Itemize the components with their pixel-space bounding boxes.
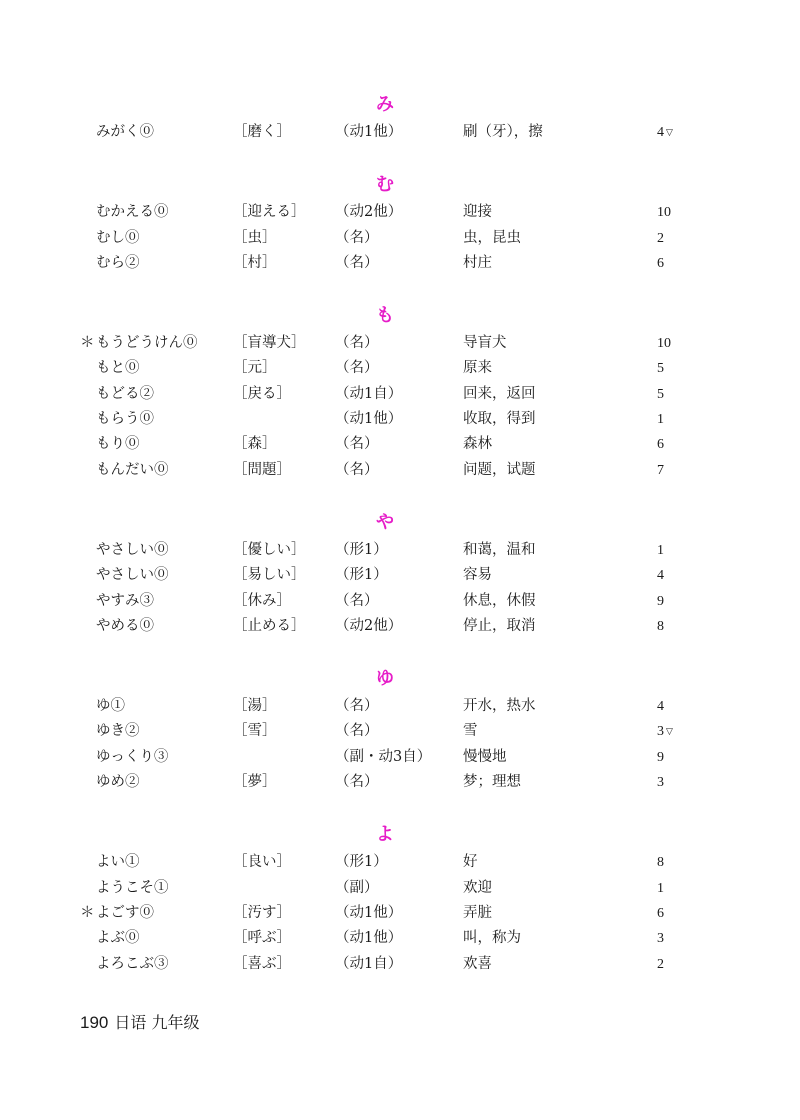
- entry-kanji: [233, 432, 277, 457]
- entry-meaning-text: 虫，昆虫: [463, 229, 521, 246]
- entry-lesson: [657, 694, 664, 719]
- entry-lesson-text: 10: [657, 205, 671, 221]
- entry-kanji: [233, 719, 277, 744]
- entry-meaning-text: 原来: [463, 360, 492, 377]
- entry-kanji: [233, 770, 277, 795]
- vocab-entry: [0, 719, 800, 744]
- entry-meaning-text: 森林: [463, 436, 492, 453]
- entry-kanji: [233, 226, 277, 251]
- entry-part-of-speech-text: （动1他）: [335, 124, 403, 140]
- entry-part-of-speech: [335, 563, 388, 588]
- entry-meaning: [463, 589, 536, 614]
- entry-kanji: [233, 589, 291, 614]
- vocab-entry: [0, 538, 800, 563]
- entry-part-of-speech: [335, 538, 388, 563]
- entry-part-of-speech-text: （形1）: [335, 854, 388, 871]
- entry-meaning-text: 收取，得到: [463, 411, 536, 428]
- entry-kanji-text: ［喜ぶ］: [233, 955, 291, 972]
- entry-reading-text: よぶ⓪: [96, 930, 140, 947]
- entry-kanji-text: ［湯］: [233, 698, 277, 715]
- vocab-entry: [0, 952, 800, 977]
- entry-lesson: [657, 458, 664, 483]
- entry-meaning-text: 叫，称为: [463, 930, 521, 947]
- entry-lesson: [657, 356, 664, 381]
- entry-reading: [96, 850, 140, 875]
- entry-lesson: [657, 901, 664, 926]
- entry-part-of-speech-text: （名）: [335, 335, 379, 352]
- entry-meaning-text: 弄脏: [463, 904, 492, 921]
- entry-part-of-speech-text: （名）: [335, 592, 379, 609]
- entry-lesson-text: 3: [657, 931, 664, 947]
- entry-meaning: [463, 382, 536, 407]
- star-marker: [80, 901, 95, 926]
- entry-meaning: [463, 563, 492, 588]
- entry-part-of-speech: [335, 745, 431, 770]
- entry-reading: [96, 926, 140, 951]
- vocab-entry: [0, 251, 800, 276]
- entry-lesson: [657, 120, 673, 145]
- entry-kanji: [233, 458, 291, 483]
- entry-kanji: [233, 356, 277, 381]
- entry-reading: [96, 200, 169, 225]
- entry-meaning: [463, 432, 492, 457]
- entry-lesson: [657, 251, 664, 276]
- entry-meaning: [463, 200, 492, 225]
- entry-meaning: [463, 226, 521, 251]
- entry-reading-text: むら②: [96, 254, 140, 271]
- vocab-section: [0, 660, 800, 795]
- entry-lesson: [657, 538, 664, 563]
- entry-kanji-text: ［優しい］: [233, 541, 306, 558]
- star-marker-text: ＊: [80, 335, 95, 352]
- entry-part-of-speech: [335, 356, 379, 381]
- entry-lesson: [657, 614, 664, 639]
- entry-lesson-text: 3: [657, 724, 664, 740]
- entry-part-of-speech: [335, 614, 402, 639]
- entry-part-of-speech-text: （形1）: [335, 541, 388, 558]
- entry-reading-text: やさしい⓪: [96, 541, 169, 558]
- entry-part-of-speech-text: （名）: [335, 723, 379, 740]
- entry-lesson-text: 9: [657, 593, 664, 609]
- entry-lesson-text: 9: [657, 749, 664, 765]
- entry-meaning-text: 开水，热水: [463, 698, 536, 715]
- entry-lesson-text: 6: [657, 437, 664, 453]
- section-header: や: [376, 511, 394, 533]
- entry-reading: [96, 901, 154, 926]
- page-footer: [80, 1010, 199, 1033]
- entry-reading-text: やすみ③: [96, 592, 154, 609]
- entry-lesson: [657, 563, 664, 588]
- entry-part-of-speech-text: （动1他）: [335, 930, 403, 947]
- review-mark: ▽: [666, 726, 673, 737]
- entry-lesson-text: 1: [657, 880, 664, 896]
- entry-meaning-text: 村庄: [463, 254, 492, 271]
- entry-kanji: [233, 952, 291, 977]
- entry-lesson-text: 1: [657, 412, 664, 428]
- entry-reading-text: よい①: [96, 854, 140, 871]
- entry-reading-text: やめる⓪: [96, 617, 154, 634]
- entry-reading-text: ゆめ②: [96, 774, 140, 791]
- entry-kanji: [233, 382, 291, 407]
- entry-meaning: [463, 120, 543, 145]
- review-mark: ▽: [666, 127, 673, 137]
- entry-reading: [96, 407, 154, 432]
- entry-lesson: [657, 770, 664, 795]
- entry-kanji: [233, 251, 277, 276]
- entry-part-of-speech-text: （形1）: [335, 567, 388, 584]
- entry-reading: [96, 694, 125, 719]
- entry-meaning: [463, 952, 492, 977]
- entry-meaning-text: 慢慢地: [463, 748, 507, 765]
- vocab-entry: [0, 407, 800, 432]
- entry-meaning: [463, 356, 492, 381]
- vocab-section: [0, 816, 800, 976]
- entry-meaning: [463, 770, 521, 795]
- entry-kanji-text: ［村］: [233, 254, 277, 271]
- entry-lesson: [657, 926, 664, 951]
- entry-part-of-speech-text: （动1他）: [335, 904, 403, 921]
- entry-lesson-text: 2: [657, 956, 664, 972]
- entry-reading-text: ゆき②: [96, 723, 140, 740]
- entry-reading: [96, 356, 140, 381]
- entry-meaning: [463, 538, 536, 563]
- entry-meaning-text: 容易: [463, 567, 492, 584]
- entry-reading-text: ゆ①: [96, 698, 125, 715]
- entry-part-of-speech-text: （副・动3自）: [335, 748, 432, 765]
- entry-kanji: [233, 538, 306, 563]
- entry-reading-text: もり⓪: [96, 436, 140, 453]
- entry-meaning-text: 停止，取消: [463, 617, 536, 634]
- entry-part-of-speech-text: （名）: [335, 254, 379, 271]
- entry-kanji-text: ［磨く］: [233, 124, 291, 140]
- entry-meaning: [463, 614, 536, 639]
- entry-part-of-speech: [335, 719, 379, 744]
- entry-kanji: [233, 694, 277, 719]
- entry-meaning: [463, 901, 492, 926]
- entry-reading-text: ゆっくり③: [96, 748, 169, 765]
- entry-reading: [96, 719, 140, 744]
- entry-meaning-text: 和蔼，温和: [463, 541, 536, 558]
- entry-reading: [96, 952, 169, 977]
- entry-reading-text: やさしい⓪: [96, 567, 169, 584]
- entry-part-of-speech-text: （动2他）: [335, 617, 403, 634]
- entry-lesson-text: 5: [657, 361, 664, 377]
- entry-meaning-text: 好: [463, 854, 478, 871]
- entry-meaning: [463, 331, 507, 356]
- entry-meaning-text: 导盲犬: [463, 335, 507, 352]
- entry-kanji-text: ［雪］: [233, 723, 277, 740]
- vocabulary-list: [0, 86, 800, 998]
- entry-kanji-text: ［問題］: [233, 461, 291, 478]
- section-header: よ: [376, 824, 394, 846]
- entry-lesson: [657, 952, 664, 977]
- entry-reading: [96, 876, 169, 901]
- entry-part-of-speech: [335, 407, 402, 432]
- star-marker: [80, 331, 95, 356]
- entry-meaning-text: 回来，返回: [463, 385, 536, 402]
- entry-meaning: [463, 719, 478, 744]
- entry-kanji-text: ［汚す］: [233, 904, 291, 921]
- entry-part-of-speech: [335, 850, 388, 875]
- entry-reading: [96, 331, 198, 356]
- entry-part-of-speech: [335, 458, 379, 483]
- entry-meaning-text: 问题，试题: [463, 461, 536, 478]
- entry-kanji-text: ［森］: [233, 436, 277, 453]
- entry-lesson-text: 7: [657, 462, 664, 478]
- entry-kanji-text: ［盲導犬］: [233, 335, 306, 352]
- vocab-section: [0, 297, 800, 483]
- entry-meaning: [463, 745, 507, 770]
- vocab-entry: [0, 770, 800, 795]
- entry-lesson: [657, 226, 664, 251]
- entry-meaning-text: 迎接: [463, 204, 492, 221]
- entry-lesson-text: 4: [657, 125, 664, 140]
- entry-lesson-text: 3: [657, 775, 664, 791]
- entry-meaning: [463, 251, 492, 276]
- entry-meaning-text: 欢喜: [463, 955, 492, 972]
- entry-kanji: [233, 563, 306, 588]
- entry-part-of-speech: [335, 770, 379, 795]
- entry-part-of-speech: [335, 589, 379, 614]
- entry-reading: [96, 614, 154, 639]
- entry-lesson: [657, 331, 671, 356]
- entry-part-of-speech: [335, 200, 402, 225]
- entry-lesson: [657, 876, 664, 901]
- page-number: 190: [80, 1013, 109, 1032]
- entry-lesson-text: 1: [657, 542, 664, 558]
- entry-lesson-text: 8: [657, 618, 664, 634]
- entry-part-of-speech: [335, 926, 402, 951]
- entry-kanji-text: ［休み］: [233, 592, 291, 609]
- entry-reading-text: もらう⓪: [96, 411, 154, 428]
- entry-meaning-text: 梦；理想: [463, 774, 521, 791]
- vocab-entry: [0, 432, 800, 457]
- vocab-entry: [0, 901, 800, 926]
- vocab-entry: [0, 926, 800, 951]
- entry-kanji-text: ［元］: [233, 360, 277, 377]
- entry-meaning-text: 欢迎: [463, 879, 492, 896]
- entry-part-of-speech: [335, 876, 379, 901]
- entry-meaning-text: 雪: [463, 723, 478, 740]
- entry-lesson: [657, 200, 671, 225]
- entry-kanji-text: ［止める］: [233, 617, 306, 634]
- entry-kanji: [233, 200, 306, 225]
- vocab-entry: [0, 382, 800, 407]
- entry-meaning: [463, 694, 536, 719]
- entry-lesson: [657, 382, 664, 407]
- star-marker-text: ＊: [80, 904, 95, 921]
- entry-part-of-speech-text: （动2他）: [335, 204, 403, 221]
- entry-lesson-text: 8: [657, 855, 664, 871]
- entry-lesson-text: 6: [657, 905, 664, 921]
- entry-part-of-speech: [335, 251, 379, 276]
- vocab-entry: [0, 356, 800, 381]
- entry-part-of-speech-text: （动1自）: [335, 955, 403, 972]
- entry-kanji: [233, 120, 291, 145]
- entry-reading: [96, 432, 140, 457]
- vocab-entry: [0, 200, 800, 225]
- entry-lesson-text: 6: [657, 255, 664, 271]
- entry-reading: [96, 745, 168, 770]
- vocab-entry: [0, 614, 800, 639]
- entry-meaning-text: 刷（牙），擦: [463, 124, 543, 140]
- entry-reading-text: もどる②: [96, 385, 154, 402]
- entry-part-of-speech: [335, 382, 402, 407]
- entry-kanji: [233, 926, 291, 951]
- entry-meaning: [463, 407, 536, 432]
- section-header: ゆ: [376, 668, 394, 690]
- entry-lesson: [657, 407, 664, 432]
- entry-part-of-speech: [335, 120, 402, 145]
- entry-reading-text: もと⓪: [96, 360, 140, 377]
- entry-reading-text: むかえる⓪: [96, 204, 169, 221]
- entry-lesson: [657, 719, 673, 744]
- entry-part-of-speech-text: （动1他）: [335, 411, 403, 428]
- entry-reading: [96, 251, 140, 276]
- entry-reading: [96, 538, 169, 563]
- entry-reading: [96, 226, 140, 251]
- entry-meaning: [463, 850, 478, 875]
- vocab-entry: [0, 850, 800, 875]
- entry-kanji-text: ［呼ぶ］: [233, 930, 291, 947]
- entry-reading-text: もうどうけん⓪: [96, 335, 198, 352]
- entry-lesson: [657, 589, 664, 614]
- entry-meaning: [463, 458, 536, 483]
- entry-part-of-speech-text: （名）: [335, 229, 379, 246]
- entry-kanji-text: ［易しい］: [233, 567, 306, 584]
- entry-lesson-text: 10: [657, 336, 671, 352]
- entry-lesson-text: 5: [657, 386, 664, 402]
- book-title: 日语 九年级: [114, 1013, 200, 1032]
- entry-kanji: [233, 614, 306, 639]
- entry-part-of-speech: [335, 331, 379, 356]
- entry-lesson-text: 4: [657, 568, 664, 584]
- entry-kanji: [233, 850, 291, 875]
- entry-reading-text: よごす⓪: [96, 904, 154, 921]
- entry-kanji-text: ［戻る］: [233, 385, 291, 402]
- section-header: み: [376, 94, 394, 115]
- vocab-entry: [0, 694, 800, 719]
- entry-lesson-text: 4: [657, 699, 664, 715]
- entry-part-of-speech: [335, 952, 402, 977]
- entry-reading: [96, 589, 154, 614]
- entry-part-of-speech-text: （名）: [335, 461, 379, 478]
- entry-reading-text: もんだい⓪: [96, 461, 169, 478]
- entry-lesson: [657, 850, 664, 875]
- vocab-entry: [0, 226, 800, 251]
- entry-part-of-speech-text: （名）: [335, 436, 379, 453]
- entry-kanji-text: ［迎える］: [233, 204, 306, 221]
- entry-reading-text: むし⓪: [96, 229, 140, 246]
- vocab-section: [0, 166, 800, 276]
- entry-part-of-speech-text: （动1自）: [335, 385, 403, 402]
- entry-reading-text: よろこぶ③: [96, 955, 169, 972]
- entry-meaning-text: 休息，休假: [463, 592, 536, 609]
- entry-kanji-text: ［夢］: [233, 774, 277, 791]
- entry-reading-text: ようこそ①: [96, 879, 169, 896]
- vocab-entry: [0, 120, 800, 145]
- vocab-entry: [0, 745, 800, 770]
- vocab-section: [0, 504, 800, 639]
- entry-part-of-speech-text: （名）: [335, 698, 379, 715]
- section-header: む: [376, 174, 394, 196]
- entry-reading: [96, 458, 169, 483]
- vocab-entry: [0, 458, 800, 483]
- entry-kanji: [233, 901, 291, 926]
- entry-reading: [96, 120, 154, 145]
- entry-part-of-speech-text: （名）: [335, 360, 379, 377]
- entry-meaning: [463, 876, 492, 901]
- entry-reading: [96, 382, 154, 407]
- entry-part-of-speech: [335, 226, 379, 251]
- vocab-section: [0, 86, 800, 145]
- entry-kanji: [233, 331, 306, 356]
- entry-part-of-speech-text: （名）: [335, 774, 379, 791]
- entry-part-of-speech: [335, 694, 379, 719]
- entry-lesson-text: 2: [657, 230, 664, 246]
- entry-part-of-speech: [335, 432, 379, 457]
- vocab-entry: [0, 331, 800, 356]
- entry-lesson: [657, 432, 664, 457]
- vocab-entry: [0, 876, 800, 901]
- entry-kanji-text: ［虫］: [233, 229, 277, 246]
- vocab-entry: [0, 589, 800, 614]
- entry-part-of-speech: [335, 901, 402, 926]
- entry-kanji-text: ［良い］: [233, 854, 291, 871]
- entry-part-of-speech-text: （副）: [335, 879, 379, 896]
- entry-meaning: [463, 926, 521, 951]
- entry-reading-text: みがく⓪: [96, 124, 154, 140]
- entry-reading: [96, 563, 169, 588]
- entry-reading: [96, 770, 140, 795]
- entry-lesson: [657, 745, 664, 770]
- section-header: も: [376, 305, 394, 327]
- vocab-entry: [0, 563, 800, 588]
